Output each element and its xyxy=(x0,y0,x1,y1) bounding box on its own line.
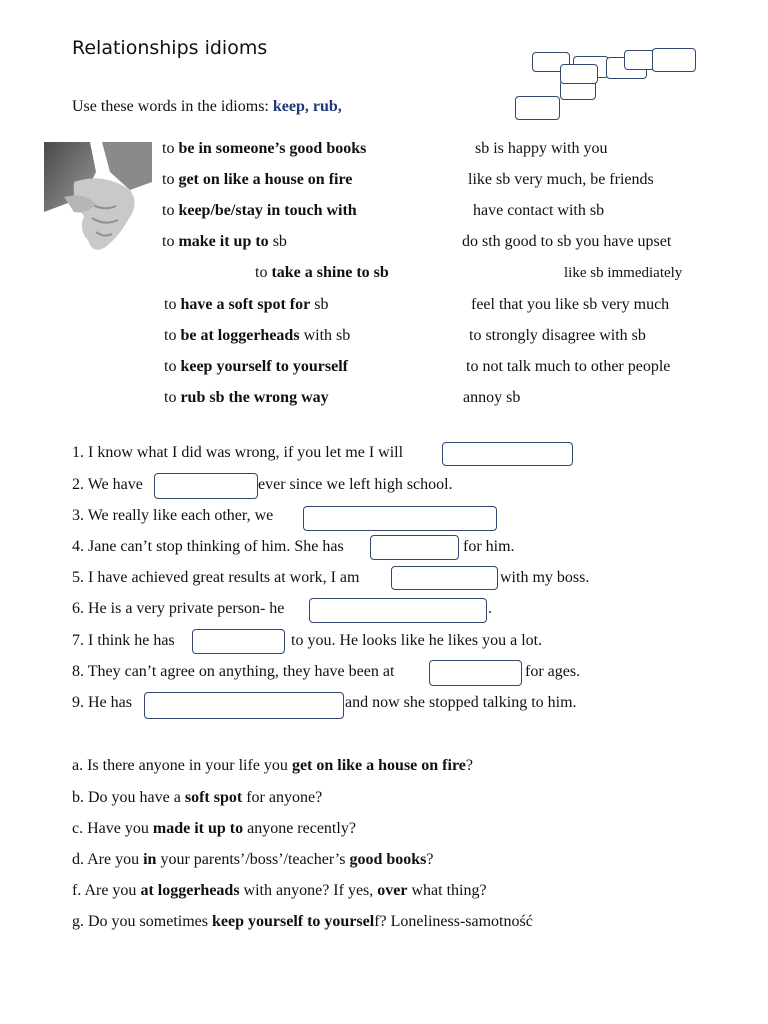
exercise-item: 4. Jane can’t stop thinking of him. She has xyxy=(72,538,344,555)
word-box[interactable] xyxy=(652,48,696,72)
idiom-meaning: sb is happy with you xyxy=(475,140,608,157)
answer-box[interactable] xyxy=(154,473,258,499)
page-title: Relationships idioms xyxy=(72,37,268,59)
answer-box[interactable] xyxy=(391,566,498,590)
answer-box[interactable] xyxy=(370,535,459,560)
idiom-item: to be at loggerheads with sb xyxy=(164,327,351,344)
idiom-item: to rub sb the wrong way xyxy=(164,389,329,406)
exercise-item-end: for him. xyxy=(463,538,515,555)
answer-box[interactable] xyxy=(429,660,522,686)
question-item: f. Are you at loggerheads with anyone? If yes, over what thing? xyxy=(72,882,487,899)
idiom-meaning: to strongly disagree with sb xyxy=(469,327,646,344)
idiom-meaning: feel that you like sb very much xyxy=(471,296,670,313)
exercise-item-end: . xyxy=(488,600,492,617)
word-box[interactable] xyxy=(515,96,560,120)
idiom-meaning: annoy sb xyxy=(463,389,521,406)
exercise-item: 9. He has xyxy=(72,694,132,711)
idiom-meaning: do sth good to sb you have upset xyxy=(462,233,672,250)
answer-box[interactable] xyxy=(144,692,344,719)
idiom-item: to keep/be/stay in touch with xyxy=(162,202,357,219)
idiom-meaning: like sb very much, be friends xyxy=(468,171,654,188)
idiom-meaning: to not talk much to other people xyxy=(466,358,671,375)
exercise-item-end: with my boss. xyxy=(500,569,590,586)
exercise-item-end: and now she stopped talking to him. xyxy=(345,694,577,711)
word-box[interactable] xyxy=(560,64,598,84)
idiom-meaning: have contact with sb xyxy=(473,202,605,219)
idiom-item: to be in someone’s good books xyxy=(162,140,367,157)
instruction-text: Use these words in the idioms: xyxy=(72,98,273,115)
exercise-item: 3. We really like each other, we xyxy=(72,507,274,524)
question-item: d. Are you in your parents’/boss’/teacher’s good books? xyxy=(72,851,434,868)
question-item: b. Do you have a soft spot for anyone? xyxy=(72,789,323,806)
exercise-item: 2. We have xyxy=(72,476,143,493)
idiom-item: to take a shine to sb xyxy=(255,264,389,281)
answer-box[interactable] xyxy=(442,442,573,466)
idiom-item: to have a soft spot for sb xyxy=(164,296,329,313)
exercise-item: 5. I have achieved great results at work, I am xyxy=(72,569,360,586)
answer-box[interactable] xyxy=(192,629,285,654)
exercise-item: 8. They can’t agree on anything, they have been at xyxy=(72,663,395,680)
idiom-item: to get on like a house on fire xyxy=(162,171,353,188)
instruction xyxy=(72,98,342,116)
question-item: c. Have you made it up to anyone recently? xyxy=(72,820,356,837)
answer-box[interactable] xyxy=(309,598,487,623)
idiom-item: to keep yourself to yourself xyxy=(164,358,348,375)
holding-hands-photo xyxy=(44,142,152,254)
exercise-item: 7. I think he has xyxy=(72,632,175,649)
question-item: g. Do you sometimes keep yourself to yourself? Loneliness-samotność xyxy=(72,913,533,930)
idiom-item: to make it up to sb xyxy=(162,233,287,250)
instruction-words: keep, rub, xyxy=(272,98,342,115)
idiom-meaning: like sb immediately xyxy=(564,265,683,281)
answer-box[interactable] xyxy=(303,506,497,531)
exercise-item-end: to you. He looks like he likes you a lot. xyxy=(291,632,543,649)
exercise-item-end: for ages. xyxy=(525,663,581,680)
exercise-item: 1. I know what I did was wrong, if you let me I will xyxy=(72,444,404,461)
exercise-item: 6. He is a very private person- he xyxy=(72,600,285,617)
question-item: a. Is there anyone in your life you get on like a house on fire? xyxy=(72,757,473,774)
exercise-item-end: ever since we left high school. xyxy=(258,476,453,493)
